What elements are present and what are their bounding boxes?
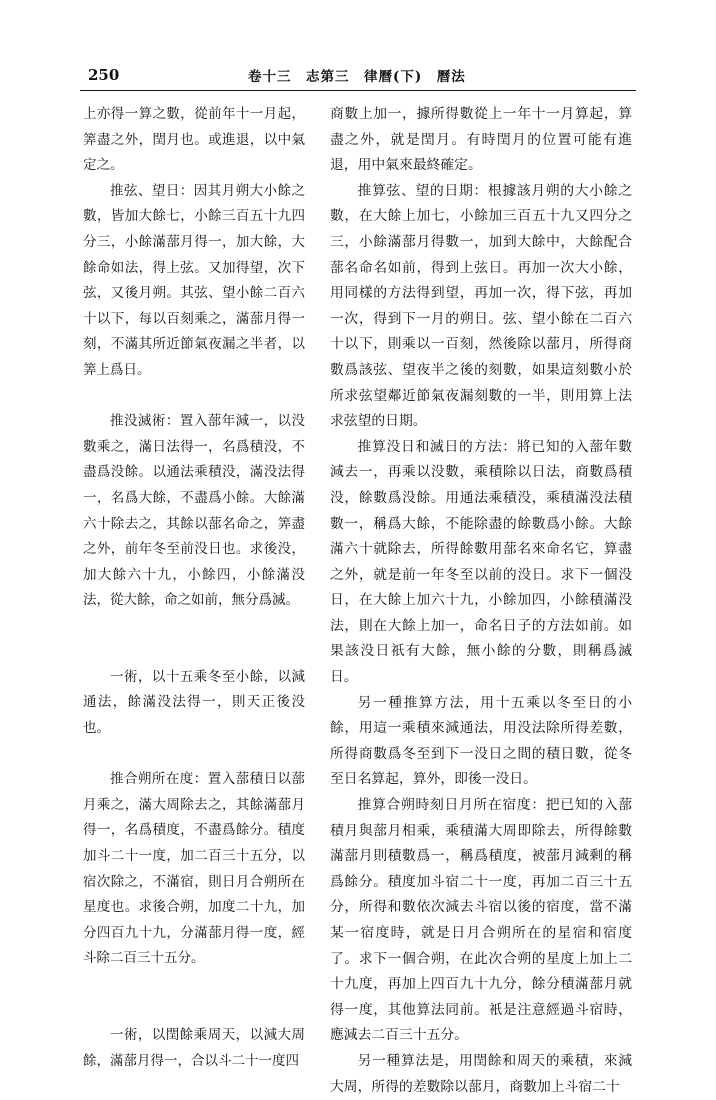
translation-text-column: [330, 102, 632, 1100]
classical-paragraph: 推弦、望日：因其月朔大小餘之數，皆加大餘七，小餘三百五十九四分三，小餘滿蔀月得一，加大餘，大餘命如法，得上弦。又加得望，次下弦，又後月朔。其弦、望小餘二百六十以下，每以百刻乘之，滿蔀月得一刻，不滿其所近節氣夜漏之半者，以筭上爲日。: [83, 182, 305, 378]
classical-paragraph: 推没滅術：置入蔀年減一，以没數乘之，滿日法得一，名爲積没，不盡爲没餘。以通法乘積没，滿没法得一，名爲大餘，不盡爲小餘。大餘滿六十除去之，其餘以蔀名命之，筭盡之外，前年冬至前没日也。求後没，加大餘六十九，小餘四，小餘滿没法，從大餘，命之如前，無分爲滅。: [83, 413, 305, 609]
paragraph-gap: [83, 614, 305, 665]
translation-paragraph: 推算合朔時刻日月所在宿度：把已知的入蔀積月與蔀月相乘，乘積滿大周即除去，所得餘數滿蔀月則積數爲一，稱爲積度，被蔀月減剩的稱爲餘分。積度加斗宿二十一度，再加二百三十五分，所得和數依次減去斗宿以後的宿度，當不滿某一宿度時，就是日月合朔所在的星宿和宿度了。求下一個合朔，在此次合朔的星度上加上二十九度，再加上四百九十九分，餘分積滿蔀月就得一度，其他算法同前。衹是注意經過斗宿時，應減去二百三十五分。: [330, 797, 632, 1044]
classical-paragraph: 推合朔所在度：置入蔀積日以蔀月乘之，滿大周除去之，其餘滿蔀月得一，名爲積度，不盡爲餘分。積度加斗二十一度，加二百三十五分，以宿次除之，不滿宿，則日月合朔所在星度也。求後合朔，加度二十九，加分四百九十九，分滿蔀月得一度，經斗除二百三十五分。: [83, 771, 305, 967]
paragraph-gap: [83, 742, 305, 768]
translation-paragraph: 商數上加一，據所得數從上一年十一月算起，算盡之外，就是閏月。有時閏月的位置可能有進退，用中氣來最終確定。: [330, 106, 632, 174]
paragraph-gap: [83, 972, 305, 1023]
page-number: 250: [88, 66, 120, 84]
page-header: [0, 62, 716, 88]
classical-paragraph: 一術，以閏餘乘周天，以減大周餘，滿蔀月得一，合以斗二十一度四: [83, 1027, 305, 1069]
header-rule: [80, 90, 636, 91]
running-title: 卷十三 志第三 律曆(下) 曆法: [248, 69, 466, 85]
translation-paragraph: 另一種算法是，用閏餘和周天的乘積，來減大周，所得的差數除以蔀月，商數加上斗宿二十: [330, 1052, 632, 1095]
translation-paragraph: 推算弦、望的日期：根據該月朔的大小餘之數，在大餘上加七，小餘加三百五十九又四分之三，小餘滿蔀月得數一，加到大餘中，大餘配合蔀名命名如前，得到上弦日。再加一次大小餘，用同樣的方法得到望，再加一次，得下弦，再加一次，得到下一月的朔日。弦、望小餘在二百六十以下，則乘以一百刻，然後除以蔀月，所得商數爲該弦、望夜半之後的刻數，如果這刻數小於所求弦望鄰近節氣夜漏刻數的一半，則用算上法求弦望的日期。: [330, 182, 632, 430]
translation-paragraph: 另一種推算方法，用十五乘以冬至日的小餘，用這一乘積來減通法，用没法除所得差數，所得商數爲冬至到下一没日之間的積日數，從冬至日名算起，算外，即後一没日。: [330, 694, 632, 788]
paragraph-gap: [83, 384, 305, 410]
classical-text-column: [83, 102, 305, 1074]
classical-paragraph: 上亦得一算之數，從前年十一月起，筭盡之外，閏月也。或進退，以中氣定之。: [83, 106, 305, 174]
classical-paragraph: 一術，以十五乘冬至小餘，以減通法，餘滿没法得一，則天正後没也。: [83, 668, 305, 737]
translation-paragraph: 推算没日和滅日的方法：將已知的入蔀年數減去一，再乘以没數，乘積除以日法，商數爲積没，餘數爲没餘。用通法乘積没，乘積滿没法積數一，稱爲大餘，不能除盡的餘數爲小餘。大餘滿六十就除去，所得餘數用蔀名來命名它，算盡之外，就是前一年冬至以前的没日。求下一個没日，在大餘上加六十九，小餘加四，小餘積滿没法，則在大餘上加一，命名日子的方法如前。如果該没日祇有大餘，無小餘的分數，則稱爲滅日。: [330, 438, 632, 686]
